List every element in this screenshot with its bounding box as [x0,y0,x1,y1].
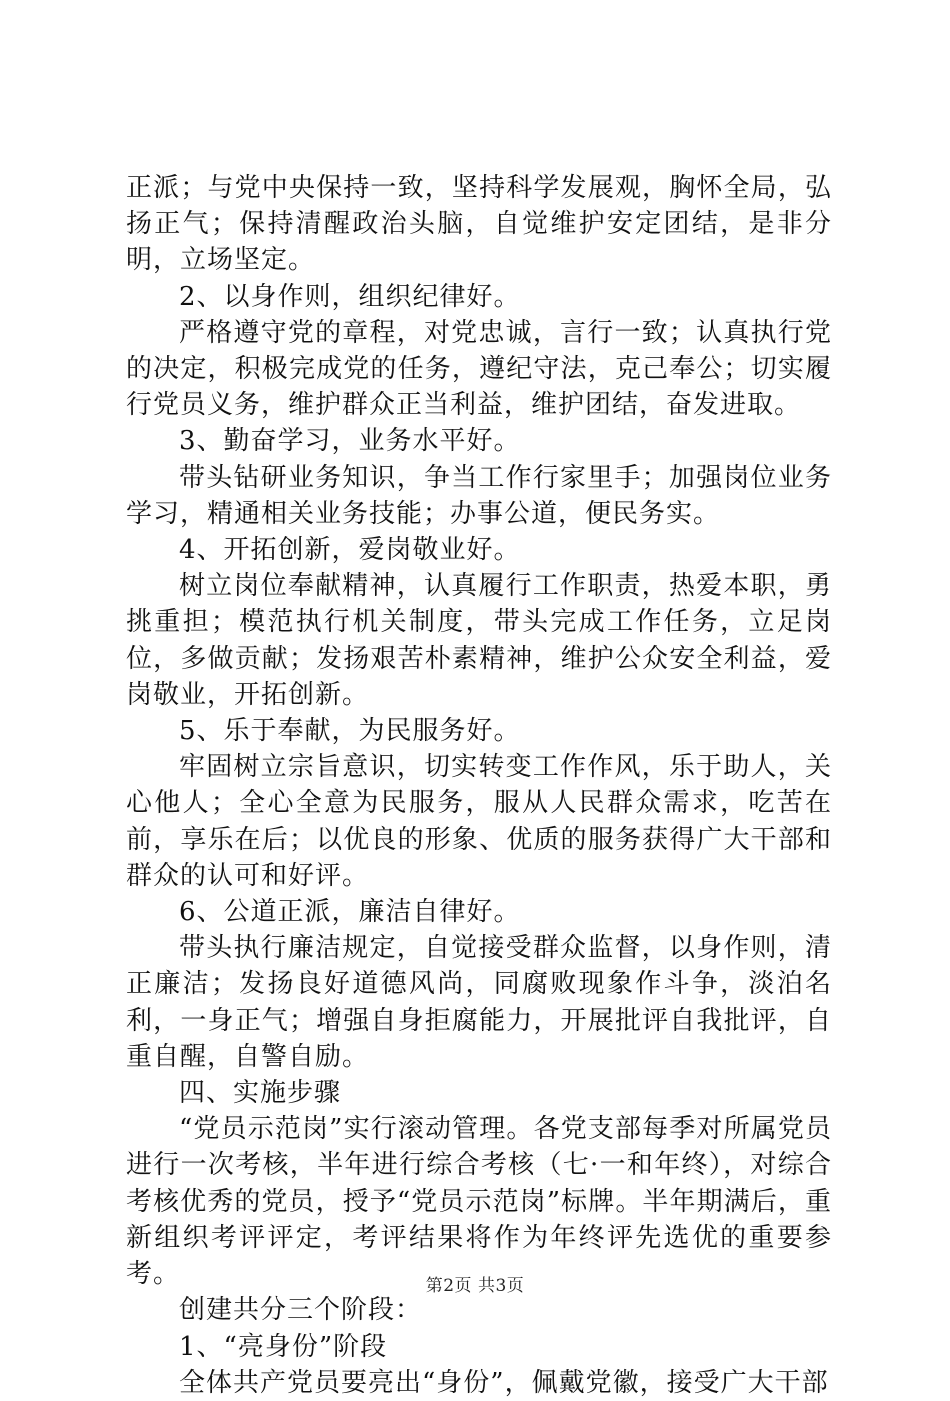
paragraph-discipline: 严格遵守党的章程，对党忠诚，言行一致；认真执行党的决定，积极完成党的任务，遵纪守法，克己奉公；切实履行党员义务，维护群众正当利益，维护团结，奋发进取。 [126,317,832,421]
paragraph-stages-intro: 创建共分三个阶段： [179,1295,423,1326]
paragraph-innovation: 树立岗位奉献精神，认真履行工作职责，热爱本职，勇挑重担；模范执行机关制度，带头完成工作任务，立足岗位，多做贡献；发扬艰苦朴素精神，维护公众安全利益，爱岗敬业，开拓创新。 [126,571,832,710]
section-heading-6: 6、公道正派，廉洁自律好。 [179,897,521,928]
paragraph-service: 牢固树立宗旨意识，切实转变工作作风，乐于助人，关心他人；全心全意为民服务，服从人民群众需求，吃苦在前，享乐在后；以优良的形象、优质的服务获得广大干部和群众的认可和好评。 [126,752,832,891]
paragraph-management: “党员示范岗”实行滚动管理。各党支部每季对所属党员进行一次考核，半年进行综合考核（七·一和年终），对综合考核优秀的党员，授予“党员示范岗”标牌。半年期满后，重新组织考评评定，考评结果将作为年终评先选优的重要参考。 [126,1114,832,1290]
chapter-heading-steps: 四、实施步骤 [179,1078,342,1109]
section-heading-2: 2、以身作则，组织纪律好。 [179,281,521,312]
paragraph-integrity: 带头执行廉洁规定，自觉接受群众监督，以身作则，清正廉洁；发扬良好道德风尚，同腐败现象作斗争，淡泊名利，一身正气；增强自身拒腐能力，开展批评自我批评，自重自醒，自警自励。 [126,933,832,1072]
paragraph-stage-1: 全体共产党员要亮出“身份”，佩戴党徽，接受广大干部 [179,1367,829,1398]
page-footer [0,1274,950,1298]
paragraph-study: 带头钻研业务知识，争当工作行家里手；加强岗位业务学习，精通相关业务技能；办事公道，便民务实。 [126,462,832,529]
section-heading-3: 3、勤奋学习，业务水平好。 [179,426,521,457]
section-heading-5: 5、乐于奉献，为民服务好。 [179,716,521,747]
page-number: 第2页 共3页 [425,1276,525,1296]
section-heading-4: 4、开拓创新，爱岗敬业好。 [179,535,521,566]
stage-heading-1: 1、“亮身份”阶段 [179,1331,388,1362]
paragraph-continuation: 正派；与党中央保持一致，坚持科学发展观，胸怀全局，弘扬正气；保持清醒政治头脑，自觉维护安定团结，是非分明，立场坚定。 [126,173,832,276]
document-body [126,170,832,1401]
